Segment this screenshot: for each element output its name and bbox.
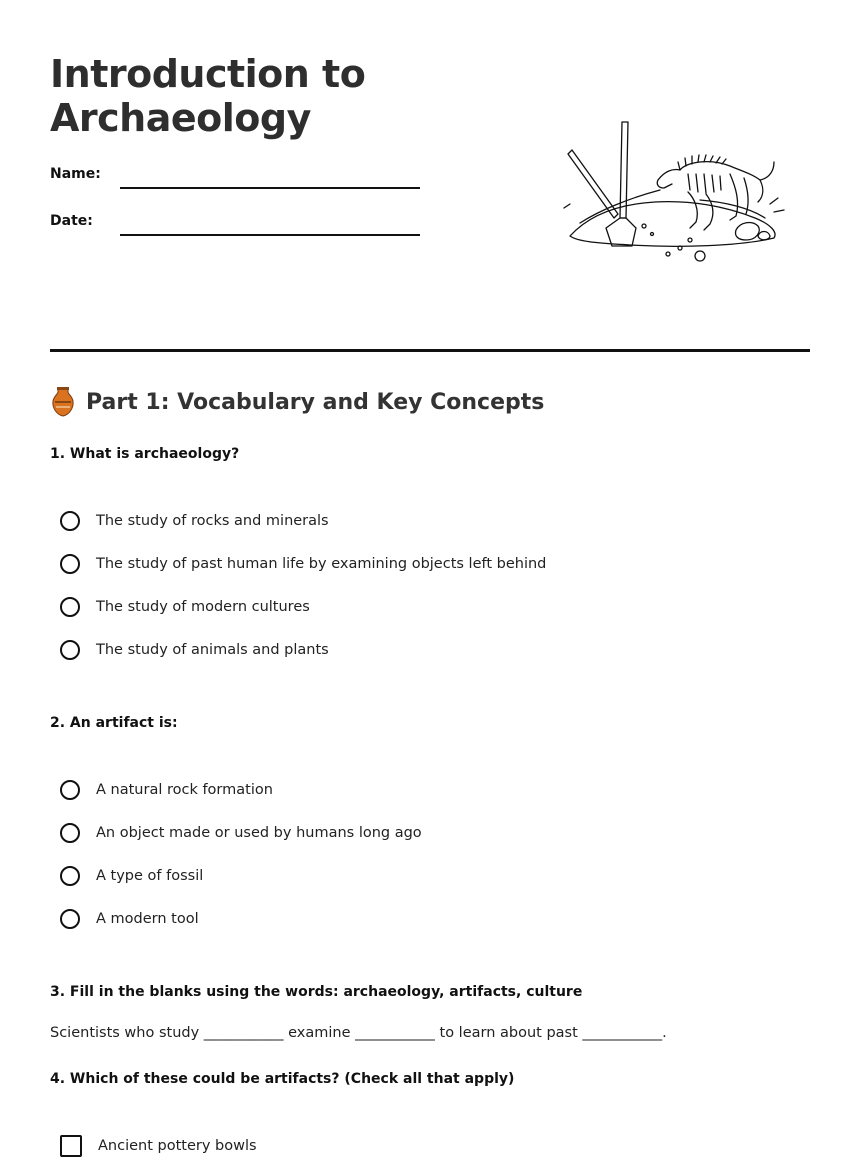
q2-option-b[interactable] xyxy=(60,823,422,843)
name-field[interactable] xyxy=(120,187,420,189)
q2-option-d[interactable] xyxy=(60,909,199,929)
option-label: The study of past human life by examining objects left behind xyxy=(96,556,547,572)
date-field[interactable] xyxy=(120,234,420,236)
fill-in-sentence[interactable]: Scientists who study ___________ examine ___________ to learn about past ___________. xyxy=(50,1025,667,1041)
radio-button[interactable] xyxy=(60,866,80,886)
radio-button[interactable] xyxy=(60,780,80,800)
option-label: The study of modern cultures xyxy=(96,599,310,615)
amphora-vase-icon xyxy=(50,386,76,418)
q1-option-a[interactable] xyxy=(60,511,329,531)
q1-option-b[interactable] xyxy=(60,554,546,574)
section-title: Part 1: Vocabulary and Key Concepts xyxy=(86,389,545,415)
option-label: An object made or used by humans long ago xyxy=(96,825,422,841)
option-label: A type of fossil xyxy=(96,868,204,884)
option-label: The study of animals and plants xyxy=(96,642,329,658)
option-label: A natural rock formation xyxy=(96,782,273,798)
radio-button[interactable] xyxy=(60,554,80,574)
q2-option-c[interactable] xyxy=(60,866,203,886)
radio-button[interactable] xyxy=(60,597,80,617)
checkbox[interactable] xyxy=(60,1135,82,1157)
divider xyxy=(50,349,810,352)
option-label: The study of rocks and minerals xyxy=(96,513,329,529)
question-2: 2. An artifact is: xyxy=(50,715,178,731)
radio-button[interactable] xyxy=(60,823,80,843)
q1-option-c[interactable] xyxy=(60,597,310,617)
option-label: A modern tool xyxy=(96,911,199,927)
q2-option-a[interactable] xyxy=(60,780,273,800)
page-title: Introduction to Archaeology xyxy=(50,52,366,140)
name-label: Name: xyxy=(50,166,101,182)
radio-button[interactable] xyxy=(60,640,80,660)
question-1: 1. What is archaeology? xyxy=(50,446,240,462)
radio-button[interactable] xyxy=(60,511,80,531)
q4-option-a[interactable] xyxy=(60,1135,257,1157)
dinosaur-fossil-illustration xyxy=(560,118,790,270)
radio-button[interactable] xyxy=(60,909,80,929)
question-3: 3. Fill in the blanks using the words: archaeology, artifacts, culture xyxy=(50,984,583,1000)
section-heading xyxy=(50,386,544,418)
q1-option-d[interactable] xyxy=(60,640,329,660)
option-label: Ancient pottery bowls xyxy=(98,1138,257,1154)
date-label: Date: xyxy=(50,213,93,229)
question-4: 4. Which of these could be artifacts? (Check all that apply) xyxy=(50,1071,515,1087)
